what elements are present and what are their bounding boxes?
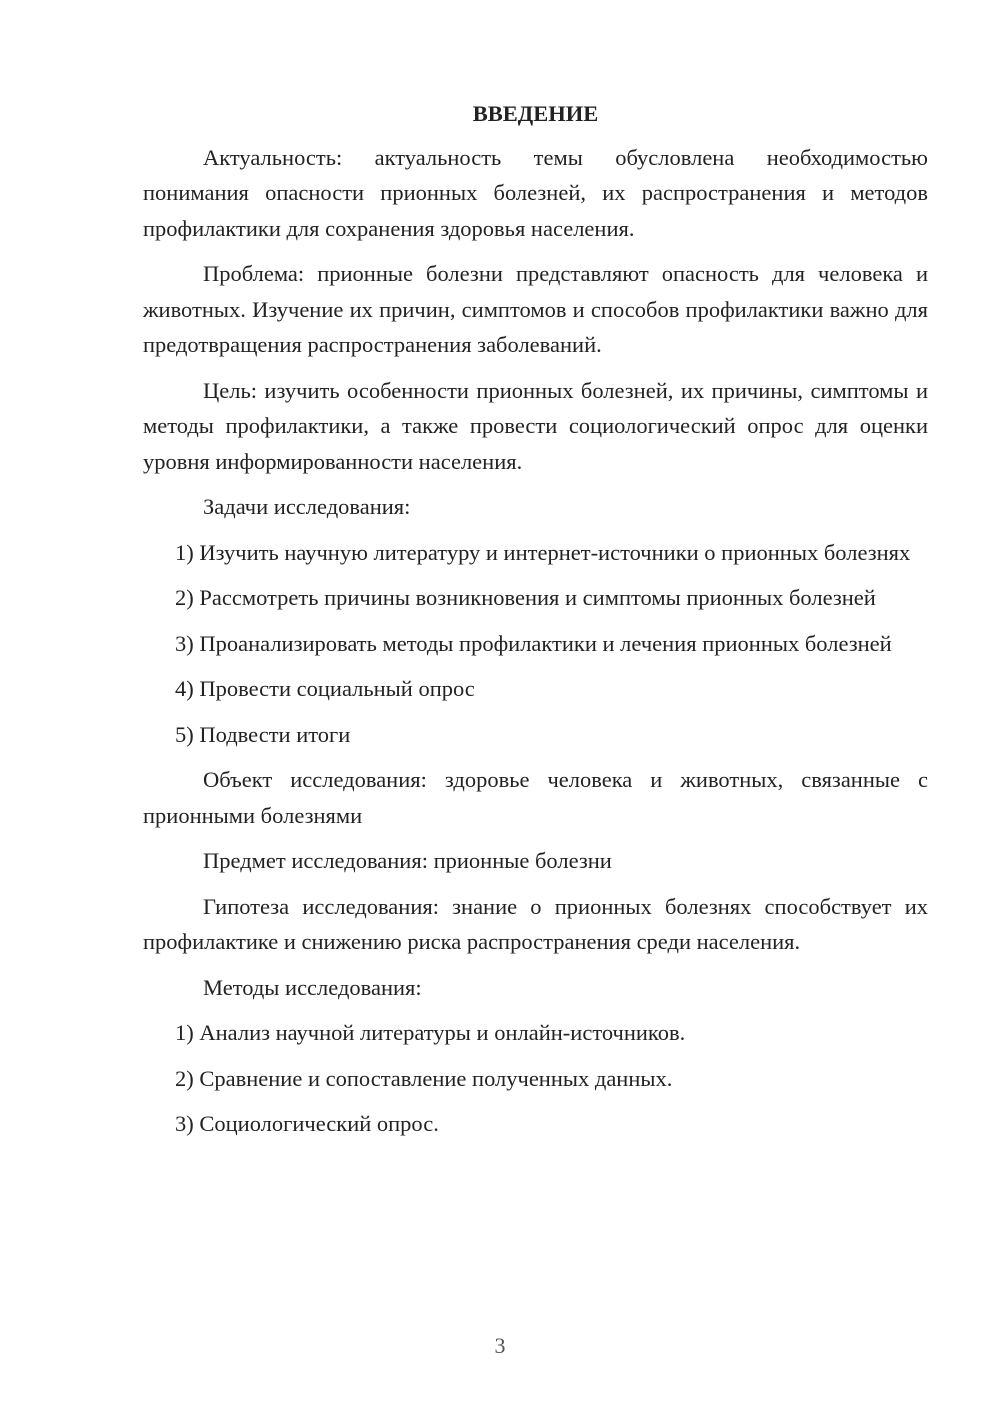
relevance-paragraph: Актуальность: актуальность темы обусловлена необходимостью понимания опасности прионных болезней, их распространения и методов профилактики для сохранения здоровья населения. [143,144,928,241]
task-item: 4) Провести социальный опрос [175,676,475,701]
problem-paragraph: Проблема: прионные болезни представляют опасность для человека и животных. Изучение их причин, симптомов и способов профилактики важно для предотвращения распространения заболеваний. [143,261,928,357]
subject-paragraph: Предмет исследования: прионные болезни [203,848,612,873]
goal-paragraph: Цель: изучить особенности прионных болезней, их причины, симптомы и методы профилактики, а также провести социологический опрос для оценки уровня информированности населения. [143,377,928,474]
object-paragraph: Объект исследования: здоровье человека и животных, связанные с прионными болезнями [143,767,928,828]
method-item: 3) Социологический опрос. [175,1111,439,1136]
tasks-heading: Задачи исследования: [203,494,411,519]
method-item: 2) Сравнение и сопоставление полученных данных. [175,1065,673,1091]
task-item: 1) Изучить научную литературу и интернет-источники о прионных болезнях [175,539,911,565]
page-number: 3 [494,1333,506,1358]
section-title: ВВЕДЕНИЕ [472,101,599,126]
method-item: 1) Анализ научной литературы и онлайн-источников. [175,1020,686,1045]
task-item: 3) Проанализировать методы профилактики и лечения прионных болезней [175,630,892,656]
page-content [143,96,928,1152]
hypothesis-paragraph: Гипотеза исследования: знание о прионных болезнях способствует их профилактике и снижению риска распространения среди населения. [143,893,928,954]
task-item: 5) Подвести итоги [175,721,351,747]
task-item: 2) Рассмотреть причины возникновения и симптомы прионных болезней [175,585,876,610]
methods-heading: Методы исследования: [203,974,422,1000]
